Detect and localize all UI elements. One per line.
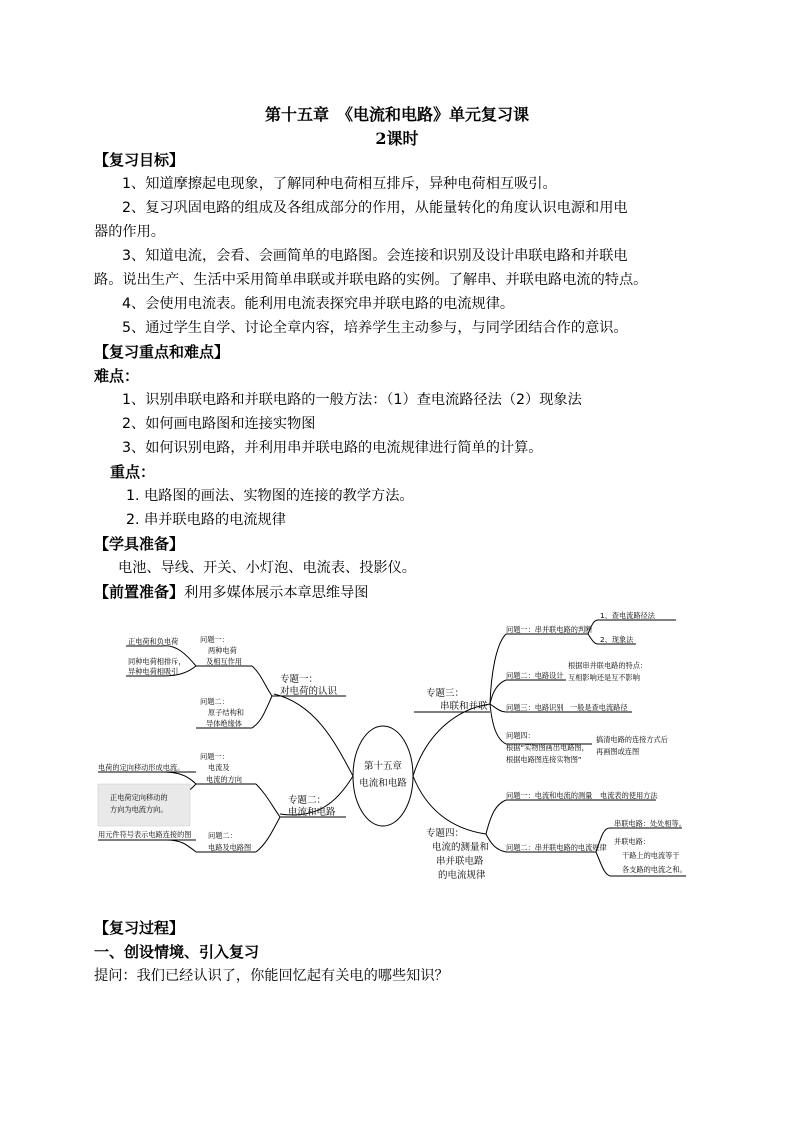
center-title-2: 电流和电路: [359, 778, 407, 789]
t1q1-line: 两种电荷: [208, 646, 237, 655]
t3q3-a: 一般是查电流路径: [570, 703, 628, 712]
t1q1-b: 同种电荷相排斥，: [128, 657, 186, 666]
key-item: 2. 串并联电路的电流规律: [126, 512, 286, 528]
objective-line: 路。说出生产、生活中采用简单串联或并联电路的实例。了解串、并联电路电流的特点。: [94, 272, 648, 288]
difficult-label: 难点：: [94, 367, 140, 385]
t2q1-b: 方向为电流方向。: [110, 805, 168, 814]
objective-line: 4、会使用电流表。能利用电流表探究串并联电路的电流规律。: [122, 296, 515, 312]
t3q2: 问题二：电路设计: [506, 671, 564, 680]
difficult-item: 1、识别串联电路和并联电路的一般方法：（1）查电流路径法（2）现象法: [122, 392, 582, 408]
t1q1-line: 及相互作用: [206, 657, 242, 666]
t3q1-b: 2、现象法: [600, 635, 634, 644]
t3q2-a: 根据串并联电路的特点：: [568, 661, 648, 670]
key-label: 重点：: [110, 463, 156, 481]
t2q2-label: 问题二：: [208, 831, 237, 840]
process-heading: 【复习过程】: [94, 919, 185, 937]
t1q1-label: 问题一：: [200, 635, 229, 644]
t2q1-a: 电荷的定向移动形成电流。: [98, 763, 185, 772]
topic4-label: 专题四：: [426, 828, 465, 839]
topic1-label: 专题一：: [280, 674, 319, 685]
t4q2-a: 串联电路：处处相等。: [614, 819, 686, 828]
t4q2-b: 干路上的电流等于: [622, 851, 680, 860]
difficult-item: 3、如何识别电路，并利用串并联电路的电流规律进行简单的计算。: [122, 440, 543, 456]
t1q2-line: 导体绝缘体: [206, 719, 242, 728]
t3q4: 根据电路图连接实物图”: [506, 755, 582, 764]
page-subtitle: 2课时: [375, 129, 419, 148]
tools-text: 电池、导线、开关、小灯泡、电流表、投影仪。: [118, 560, 416, 576]
page-title: 第十五章 《电流和电路》单元复习课: [264, 105, 529, 124]
keypoints-heading: 【复习重点和难点】: [94, 343, 230, 361]
difficult-item: 2、如何画电路图和连接实物图: [122, 416, 316, 432]
t4q1: 问题一：电流和电流的测量: [506, 791, 593, 800]
t4q2-b: 并联电路：: [614, 837, 650, 846]
t1q1-a: 正电荷和负电荷: [128, 637, 179, 646]
t1q1-b: 异种电荷相吸引: [128, 667, 179, 676]
objective-line: 5、通过学生自学、讨论全章内容，培养学生主动参与，与同学团结合作的意识。: [122, 320, 628, 336]
pre-text: 利用多媒体展示本章思维导图: [184, 585, 369, 601]
objectives-heading: 【复习目标】: [94, 151, 185, 169]
t1q2-label: 问题二：: [200, 697, 229, 706]
t2q1-b: 正电荷定向移动的: [110, 793, 168, 802]
t2q2-line: 电路及电路图: [208, 843, 252, 852]
topic2-title: 电流和电路: [288, 807, 336, 818]
section-heading: 一、创设情境、引入复习: [94, 943, 260, 961]
topic2-label: 专题二：: [288, 795, 327, 806]
topic4-line: 的电流规律: [438, 870, 486, 881]
t1q2-line: 原子结构和: [208, 708, 244, 717]
t2q1-line: 电流及: [208, 763, 230, 772]
pre-line: [94, 582, 714, 603]
topic3-title: 串联和并联: [440, 701, 488, 712]
pre-heading: 【前置准备】: [94, 583, 185, 601]
topic4-line: 电流的测量和: [432, 842, 490, 853]
process-question: 提问：我们已经认识了，你能回忆起有关电的哪些知识？: [94, 968, 449, 984]
objective-line: 2、复习巩固电路的组成及各组成部分的作用，从能量转化的角度认识电源和用电: [122, 200, 628, 216]
objective-line: 1、知道摩擦起电现象，了解同种电荷相互排斥，异种电荷相互吸引。: [122, 176, 557, 192]
t4q2: 问题二：串并联电路的电流规律: [506, 843, 607, 852]
t3q1: 问题一：串并联电路的判断: [506, 625, 593, 634]
topic4-line: 串并联电路: [436, 856, 484, 867]
t3q4: 问题四：: [506, 731, 535, 740]
t4q1-a: 电流表的使用方法: [600, 791, 658, 800]
t3q4-a: 搞清电路的连接方式后: [596, 735, 668, 744]
t2q1-label: 问题一：: [200, 752, 229, 761]
mind-map: [96, 604, 696, 904]
t2q1-line: 电流的方向: [206, 775, 242, 784]
t3q2-a: 互相影响还是互不影响: [568, 673, 640, 682]
t4q2-b: 各支路的电流之和。: [622, 865, 687, 874]
t3q4-a: 再画图或连图: [596, 747, 640, 756]
key-item: 1. 电路图的画法、实物图的连接的教学方法。: [126, 488, 414, 504]
center-title-1: 第十五章: [363, 761, 403, 772]
t3q3: 问题三：电路识别: [506, 703, 564, 712]
topic1-title: 对电荷的认识: [280, 686, 338, 697]
center-node: [353, 726, 413, 826]
t3q4: 根据“实物图画出电路图，: [506, 743, 589, 752]
t2q2-a: 用元件符号表示电路连接的图: [98, 830, 192, 839]
tools-heading: 【学具准备】: [94, 535, 185, 553]
objective-line: 器的作用。: [94, 224, 165, 240]
objective-line: 3、知道电流，会看、会画简单的电路图。会连接和识别及设计串联电路和并联电: [122, 248, 628, 264]
t3q1-a: 1、查电流路径法: [600, 611, 655, 620]
topic3-label: 专题三：: [426, 688, 465, 699]
